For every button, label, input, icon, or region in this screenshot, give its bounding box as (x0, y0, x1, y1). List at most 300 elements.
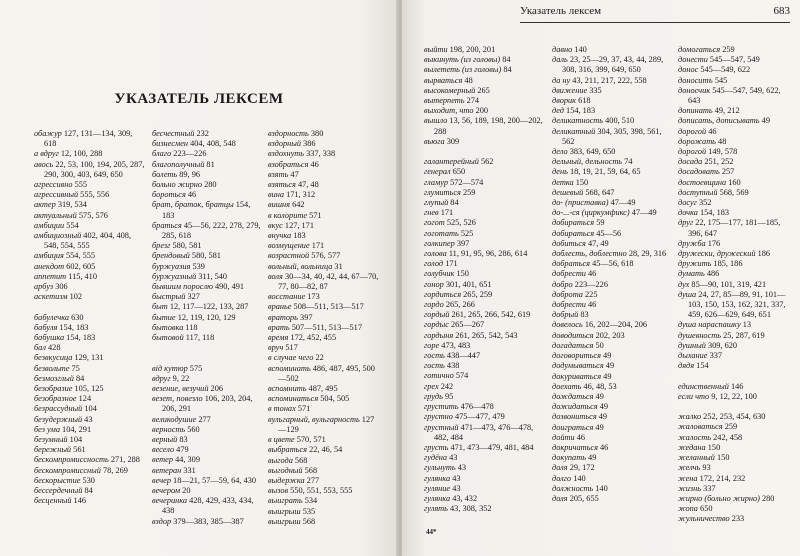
index-entry (268, 415, 380, 435)
index-headword: вечером (152, 486, 181, 496)
index-page-refs: 18, 19, 21, 59, 64, 65 (567, 167, 641, 177)
index-page-refs: 479 (174, 445, 189, 455)
index-page-refs: 84 (448, 198, 459, 208)
index-page-refs: 29, 172 (567, 463, 595, 473)
index-entry (152, 486, 262, 496)
index-headword: дожидаться (552, 402, 598, 412)
index-page-refs: 140 (593, 483, 608, 493)
index-entry (424, 474, 548, 484)
index-entry (678, 137, 794, 147)
index-entry (552, 351, 672, 361)
index-page-refs: 274 (464, 96, 480, 106)
index-entry (678, 249, 794, 259)
index-entry (268, 384, 380, 394)
index-page-refs: 507—511, 513—517 (289, 322, 362, 332)
index-headword: дружески, дружеский (678, 249, 756, 259)
index-entry (424, 300, 548, 310)
index-page-refs: 383, 649, 650 (567, 147, 616, 157)
index-headword: взобраться (268, 159, 309, 169)
index-headword: бывшим порослю (152, 282, 213, 292)
index-headword: вишня (268, 200, 290, 210)
index-entry (268, 466, 380, 476)
index-page-refs: 251, 252 (702, 157, 734, 167)
index-entry (424, 402, 548, 412)
index-entry (552, 494, 672, 504)
index-page-refs: 50 (593, 340, 604, 350)
index-headword: доля (552, 493, 568, 503)
index-entry (34, 323, 146, 333)
index-entry (678, 392, 794, 402)
index-headword: дед (552, 106, 564, 116)
index-column-left-1 (34, 129, 146, 507)
index-headword: горе (424, 340, 440, 350)
index-page-refs: 46, 48, 53 (581, 381, 617, 391)
entry-spacer (678, 402, 794, 412)
index-headword: домогаться (678, 45, 721, 54)
index-headword: дружба (678, 238, 706, 248)
index-page-refs: 47, 49 (585, 238, 609, 248)
index-headword: деликатность (552, 116, 604, 126)
index-entry (678, 331, 794, 341)
index-headword: безобразное (34, 394, 77, 404)
index-entry (152, 251, 262, 261)
index-page-refs: 47—49 (608, 198, 636, 208)
index-headword: бизнесмен (152, 139, 189, 149)
index-page-refs: 545—547, 549, 622, 643 (688, 85, 781, 106)
index-headword: доля (552, 463, 568, 473)
index-entry (552, 229, 672, 239)
index-headword: гоготать (424, 228, 459, 238)
index-headword: до-...-ся (циркумфикс) (552, 208, 630, 218)
index-headword: досуг (678, 198, 697, 208)
index-page-refs: 404, 408, 548 (188, 139, 236, 149)
index-headword: вспоминать (268, 363, 311, 373)
index-entry (678, 208, 794, 218)
index-entry (34, 374, 146, 384)
index-page-refs: 49 (601, 371, 612, 381)
index-page-refs: 154, 183 (697, 208, 730, 218)
index-entry (152, 170, 262, 180)
index-headword: брезг (152, 241, 171, 251)
index-headword: благо (152, 149, 172, 159)
index-entry (268, 160, 380, 170)
index-page-refs: 84 (73, 373, 85, 383)
index-entry (424, 320, 548, 330)
index-headword: желанный (678, 453, 715, 463)
index-page-refs: 265, 259 (461, 289, 493, 299)
index-entry (424, 494, 548, 504)
index-page-refs: 530 (80, 475, 95, 485)
index-headword: дорогой (678, 147, 707, 157)
index-headword: досада (678, 157, 703, 167)
index-entry (552, 249, 672, 259)
index-page-refs: 225 (582, 289, 598, 299)
index-headword: душевность (678, 330, 722, 340)
index-page-refs: 43, 211, 217, 222, 558 (570, 75, 647, 85)
index-page-refs: 127, 131—134, 309, 618 (44, 129, 133, 149)
index-entry (152, 221, 262, 241)
index-headword: добираться (552, 228, 595, 238)
index-entry (424, 310, 548, 320)
index-headword: жена (678, 473, 698, 483)
index-headword: жульничество (678, 514, 730, 524)
index-headword: досадовать (678, 167, 720, 177)
index-page-refs: 571 (307, 210, 322, 220)
index-column-right-1 (424, 45, 548, 514)
index-page-refs: 85—90, 101, 319, 421 (689, 279, 767, 289)
index-headword: авось (34, 159, 54, 169)
index-page-refs: 49 (597, 402, 609, 412)
index-page-refs: 475—477, 479 (452, 412, 505, 422)
index-headword: грустить (424, 402, 459, 412)
index-entry (424, 382, 548, 392)
index-page-refs: 171 (438, 208, 454, 218)
index-entry (424, 65, 548, 75)
index-page-refs: 562 (478, 157, 494, 167)
index-headword: бытие (152, 312, 176, 322)
index-headword: гордыс (424, 320, 449, 330)
index-page-refs: 22, 175—177, 181—185, 396, 647 (688, 218, 781, 238)
index-entry (678, 65, 794, 75)
index-entry (678, 147, 794, 157)
index-page-refs: 22, 46, 54 (307, 445, 343, 455)
index-headword: договориться (552, 351, 601, 361)
index-headword: вышло (424, 116, 448, 126)
index-headword: дельный, дельность (552, 157, 623, 167)
index-page-refs: 59 (594, 218, 605, 228)
index-page-refs: 171 (443, 259, 458, 269)
index-headword: вытерпеть (424, 96, 465, 106)
index-headword: верный (152, 435, 178, 445)
index-headword: вечеринка (152, 496, 188, 506)
index-headword: галантерейный (424, 157, 479, 167)
index-entry (424, 259, 548, 269)
index-headword: грустно (424, 412, 453, 422)
index-page-refs: 265—267 (448, 320, 485, 330)
index-entry (268, 211, 380, 221)
entry-spacer (424, 147, 548, 157)
index-entry (424, 198, 548, 208)
index-headword: гульнуть (424, 463, 456, 473)
index-entry (424, 423, 548, 443)
index-page-refs: 146 (71, 496, 86, 506)
index-page-refs: 24, 27, 85—89, 91, 101—103, 150, 153, 162, 321, 337, 459, 626—629, 649, 651 (688, 289, 786, 320)
index-entry (268, 200, 380, 210)
index-entry (678, 218, 794, 238)
index-headword: голова (424, 249, 447, 259)
index-page-refs: 49 (603, 361, 615, 371)
index-page-refs: 242, 458 (711, 432, 743, 442)
index-headword: выигрыш (268, 506, 301, 516)
index-headword: грусть (424, 442, 449, 452)
index-page-refs: 261, 265, 542, 543 (453, 330, 518, 340)
index-entry (424, 484, 548, 494)
index-headword: добрый (552, 310, 579, 320)
index-page-refs: 574 (453, 371, 469, 381)
index-page-refs: 309 (444, 136, 460, 146)
index-page-refs: 154, 183 (563, 106, 596, 116)
index-page-refs: 202, 203 (593, 330, 625, 340)
index-headword: бабулечка (34, 312, 70, 322)
index-page-refs: 380 (308, 129, 324, 138)
index-page-refs: 525, 526 (444, 218, 476, 228)
index-entry (152, 139, 262, 149)
index-headword: душа (678, 289, 697, 299)
index-entry (268, 456, 380, 466)
index-entry (678, 178, 794, 188)
index-page-refs: 400, 510 (603, 116, 635, 126)
index-page-refs: 379—383, 385—387 (171, 516, 244, 526)
index-headword: восстание (268, 292, 306, 302)
index-page-refs: 183 (291, 231, 306, 241)
index-page-refs: 568 (302, 465, 318, 475)
index-entry (424, 106, 548, 116)
index-page-refs: 580, 581 (189, 251, 221, 261)
index-headword: агрессивно (34, 180, 73, 190)
index-page-refs: 43 (450, 473, 461, 483)
index-entry (552, 300, 672, 310)
index-headword: без ума (34, 424, 60, 434)
index-headword: если что (678, 391, 710, 401)
index-entry (268, 364, 380, 384)
index-page-refs: 176 (705, 238, 721, 248)
index-entry (424, 208, 548, 218)
index-headword: гость (424, 361, 445, 371)
index-entry (424, 463, 548, 473)
index-page-refs: 545—547, 549 (707, 55, 760, 65)
index-page-refs: 525 (458, 228, 474, 238)
index-headword: выиграть (268, 496, 303, 506)
index-entry (552, 208, 672, 218)
index-entry (268, 343, 380, 353)
index-page-refs: 487, 495 (306, 384, 338, 394)
index-page-refs: 575, 576 (76, 210, 108, 220)
index-page-refs: 12, 117—122, 133, 287 (167, 302, 249, 312)
index-entry (552, 76, 672, 86)
index-headword: безвольте (34, 363, 70, 373)
index-entry (424, 45, 548, 55)
index-entry (552, 280, 672, 290)
index-entry (34, 200, 146, 210)
index-entry (268, 149, 380, 159)
index-page-refs: 31 (332, 261, 343, 271)
index-page-refs: 49 (585, 453, 597, 463)
index-entry (34, 343, 146, 353)
right-page (402, 0, 800, 556)
index-headword: даль (552, 55, 568, 65)
index-headword: довелось (552, 320, 583, 330)
index-page-refs: 508—511, 513—517 (291, 302, 364, 312)
index-entry (34, 476, 146, 486)
index-entry (34, 160, 146, 180)
index-entry (34, 466, 146, 476)
index-entry (424, 269, 548, 279)
index-entry (34, 211, 146, 221)
index-entry (424, 249, 548, 259)
index-page-refs: 45—56, 618 (590, 259, 634, 269)
index-page-refs: 397 (454, 238, 470, 248)
index-headword: вульгарный, вульгарность (268, 414, 360, 424)
index-page-refs: 150 (573, 177, 589, 187)
index-headword: гордыня (424, 330, 454, 340)
index-entry (268, 129, 380, 139)
index-page-refs: 205, 655 (567, 493, 599, 503)
index-headword: аскетизм (34, 292, 68, 302)
index-page-refs: 104 (67, 435, 83, 445)
index-page-refs: 232 (194, 129, 209, 138)
index-headword: дворик (552, 96, 577, 106)
index-entry (152, 394, 262, 414)
index-headword: в случае чего (268, 353, 314, 363)
index-page-refs: 18—21, 57—59, 64, 430 (170, 475, 257, 485)
index-page-refs: 570, 571 (294, 435, 326, 445)
index-entry (552, 147, 672, 157)
index-entry (268, 221, 380, 231)
index-page-refs: 84 (500, 55, 511, 65)
index-entry (152, 149, 262, 159)
index-headword: врать (268, 322, 290, 332)
index-page-refs: 172, 214, 232 (697, 473, 746, 483)
index-entry (678, 382, 794, 392)
index-headword: бескорыстие (34, 475, 81, 485)
index-page-refs: 473, 483 (439, 340, 471, 350)
index-page-refs: 45—56 (594, 228, 622, 238)
index-headword: обажур (34, 129, 62, 138)
index-headword: выкинуть (из головы) (424, 55, 501, 65)
index-entry (268, 190, 380, 200)
index-headword: донести (678, 55, 708, 65)
index-page-refs: 127—129 (278, 414, 375, 434)
index-page-refs: 140 (571, 473, 586, 483)
index-entry (152, 292, 262, 302)
index-page-refs: 46 (706, 126, 717, 136)
index-page-refs: 129, 131 (72, 353, 104, 363)
index-entry (678, 484, 794, 494)
index-headword: деликатный (552, 126, 596, 136)
index-page-refs: 561 (71, 445, 86, 455)
index-headword: в цвете (268, 435, 295, 445)
index-headword: бесценный (34, 496, 72, 506)
index-entry (424, 188, 548, 198)
index-headword: аппетит (34, 271, 67, 281)
index-page-refs: 48 (715, 136, 727, 146)
index-headword: вздохнуть (268, 149, 305, 159)
index-page-refs: 84 (82, 486, 93, 496)
index-headword: гуляние (424, 483, 451, 493)
index-entry (678, 188, 794, 198)
index-headword: долго (552, 473, 572, 483)
index-headword: бережный (34, 445, 72, 455)
index-page-refs: 75 (69, 363, 80, 373)
index-headword: взяться (268, 180, 296, 190)
index-headword: догадаться (552, 340, 594, 350)
index-entry (152, 364, 262, 374)
index-page-refs: 93 (700, 463, 711, 473)
index-headword: гулянка (424, 493, 451, 503)
index-headword: бытовой (152, 333, 184, 343)
index-page-refs: 335 (587, 85, 602, 95)
index-entry (552, 239, 672, 249)
index-page-refs: 554, 555 (63, 251, 96, 261)
index-entry (552, 382, 672, 392)
index-page-refs: 23, 25—29, 37, 43, 44, 289, 308, 316, 399, 649, 650 (562, 55, 664, 75)
index-entry (34, 404, 146, 414)
index-page-refs: 105, 125 (72, 384, 104, 394)
index-headword: бытовка (152, 322, 184, 332)
index-headword: вечер (152, 475, 171, 485)
index-entry (268, 517, 380, 527)
index-page-refs: 16, 202—204, 206 (582, 320, 648, 330)
index-headword: враторь (268, 312, 298, 322)
index-page-refs: 146 (728, 381, 744, 391)
index-page-refs: 223—226 (171, 149, 207, 159)
index-headword: везет, повезло (152, 394, 203, 404)
index-headword: добро (552, 279, 573, 289)
index-headword: вызов (268, 486, 289, 496)
index-entry (152, 445, 262, 455)
index-entry (424, 361, 548, 371)
index-page-refs: 438 (444, 361, 460, 371)
index-page-refs: 9, 12, 22, 100 (709, 391, 757, 401)
index-page-refs: 650 (450, 167, 466, 177)
index-headword: быстрый (152, 292, 186, 302)
index-page-refs: 200 (473, 106, 489, 116)
index-page-refs: 49 (600, 351, 612, 361)
index-headword: бабуля (34, 322, 58, 332)
index-page-refs: 301, 401, 651 (443, 279, 492, 289)
index-headword: від кутюр (152, 363, 188, 373)
index-headword: дыхание (678, 351, 708, 361)
index-headword: амбициозный (34, 231, 82, 241)
index-entry (678, 463, 794, 473)
index-entry (268, 139, 380, 149)
index-page-refs: 386 (301, 139, 316, 149)
index-page-refs: 127, 171 (282, 220, 314, 230)
index-page-refs: 49 (596, 412, 608, 422)
index-page-refs: 95 (442, 391, 454, 401)
index-headword: должность (552, 483, 594, 493)
index-page-refs: 30—34, 40, 42, 44, 67—70, 77, 80—82, 87 (278, 271, 379, 292)
index-page-refs: 43, 432 (450, 493, 478, 503)
index-page-refs: 277 (196, 414, 211, 424)
index-headword: доиграться (552, 422, 594, 432)
index-page-refs: 49, 212 (712, 106, 740, 116)
index-page-refs: 78, 269 (100, 465, 128, 475)
index-entry (552, 484, 672, 494)
index-entry (34, 262, 146, 272)
index-page-refs: 517 (283, 343, 298, 353)
index-entry (268, 292, 380, 302)
index-entry (34, 282, 146, 292)
index-page-refs: 47—49 (629, 208, 657, 218)
index-page-refs: 9, 22 (170, 373, 190, 383)
index-page-refs: 560 (185, 424, 200, 434)
index-entry (552, 106, 672, 116)
page-number: 683 (773, 5, 790, 17)
index-headword: жедана (678, 442, 706, 452)
index-page-refs: 150 (454, 269, 469, 279)
index-headword: безвкусица (34, 353, 73, 363)
index-headword: жаловаться (678, 422, 723, 432)
index-headword: да ну (552, 75, 571, 85)
index-page-refs: 271, 288 (108, 455, 140, 465)
index-page-refs: 44, 309 (173, 455, 200, 465)
index-entry (678, 106, 794, 116)
index-headword: взять (268, 169, 289, 179)
index-headword: добрести (552, 300, 586, 310)
index-entry (424, 371, 548, 381)
index-page-refs: 580, 581 (170, 241, 202, 251)
